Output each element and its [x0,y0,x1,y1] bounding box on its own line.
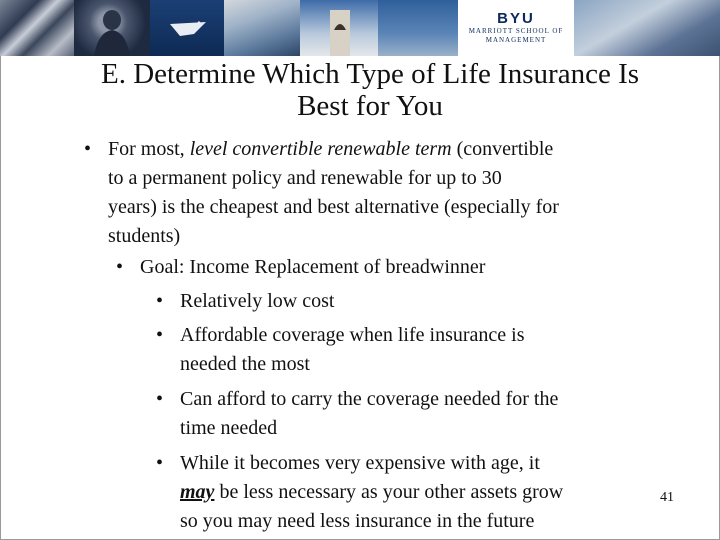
slide-title [40,58,700,122]
bullet-goal [116,253,676,282]
emphasis-term: level convertible renewable term [189,138,452,160]
goal-text: Goal: Income Replacement of breadwinner [140,256,486,278]
statue-silhouette-icon [74,0,150,56]
bullet-marker: • [156,452,164,474]
brand-name: BYU [497,10,535,27]
bullet-marker: • [156,290,164,312]
banner-photo-building [574,0,720,56]
sub-bullet-3 [156,385,656,443]
banner-logo-panel [150,0,224,56]
banner-photo-bell [300,0,378,56]
byu-brand-panel [458,0,574,56]
banner-photo-campus [378,0,458,56]
bullet-level1 [84,135,684,251]
banner-photo-statue [74,0,150,56]
sub-bullet-4 [156,449,656,536]
y-logo-icon [150,0,224,56]
sub-bullet-text: Can afford to carry the coverage needed for the time needed [180,388,559,439]
sub-bullet-2 [156,321,656,379]
sub-bullet-text: Relatively low cost [180,290,335,312]
bullet-marker: • [116,256,124,278]
may-emphasis: may [180,481,215,503]
bullet-marker: • [156,324,164,346]
banner-photo-panel [0,0,74,56]
title-line-2: Best for You [297,90,443,122]
sub-bullet-1 [156,287,656,316]
bell-tower-icon [300,0,378,56]
sub-bullet-text: Affordable coverage when life insurance is needed the most [180,324,525,375]
title-line-1: E. Determine Which Type of Life Insurance Is [100,58,640,90]
bullet-text: For most, level convertible renewable term (convertible to a permanent policy and renewable for up to 30 years) is the cheapest and best alternative (especially for students) [108,138,559,247]
banner-photo-mountain [224,0,300,56]
page-number: 41 [660,490,674,505]
header-banner [0,0,720,56]
brand-subtitle: MARRIOTT SCHOOL OF MANAGEMENT [468,27,564,44]
sub-bullet-text: While it becomes very expensive with age, it may be less necessary as your other assets grow so you may need less insurance in the future [180,452,564,532]
bullet-marker: • [156,388,164,410]
bullet-marker: • [84,138,92,160]
